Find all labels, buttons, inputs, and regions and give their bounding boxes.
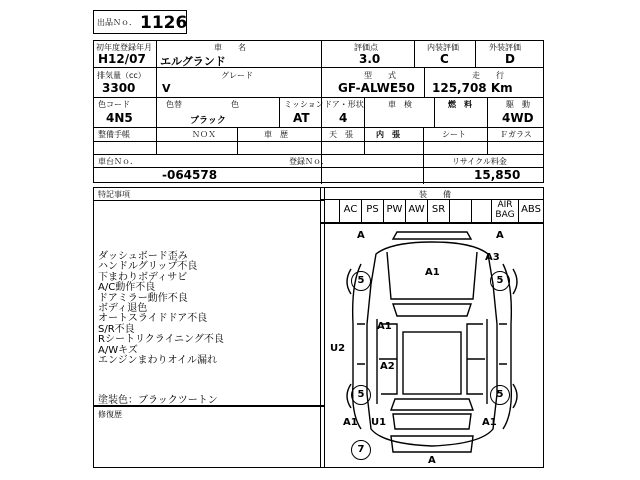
equipment-section [320,187,544,223]
drive-label: 駆 動 [506,100,530,109]
chassis-label: 車台Ｎｏ． [98,157,138,166]
equipment-aw: AW [408,204,425,215]
notes-section [93,187,325,406]
tire-front-left: 5 [351,271,371,291]
mark-rear-right: A1 [482,417,497,428]
note-item: オートスライドドア不良 [98,313,208,325]
note-item: エンジンまわりオイル漏れ [98,355,217,367]
color-family-label: 色替 [166,100,182,109]
tire-rear-left: 5 [351,385,371,405]
notes-list [98,252,224,366]
car-outline [321,224,543,467]
fuel-label: 燃 料 [448,100,472,109]
grade: V [162,82,171,95]
registration-label: 登録Ｎｏ． [289,157,329,166]
lot-number-label: 出品Ｎｏ． [97,18,137,27]
mark-front-left: A [357,230,365,241]
mark-left-front-door: A1 [377,321,392,332]
lot-number-box [93,10,187,34]
mark-front-right: A [496,230,504,241]
equipment-abs: ABS [521,204,541,215]
note-item: ハンドルグリップ不良 [98,261,198,273]
sunroof-label: 天 張 [329,130,353,139]
note-item: ボディ退色 [98,303,148,315]
doors: 4 [339,111,348,125]
fglass-label: Ｆガラス [500,130,532,139]
mark-hood: A1 [425,267,440,278]
tire-front-right: 5 [490,271,510,291]
equipment-header: 装 備 [419,190,451,199]
equipment-ac: AC [343,204,358,215]
mark-rear: A [428,455,436,466]
mission: AT [293,111,310,125]
mark-rear-left: A1 [343,417,358,428]
color-code: 4N5 [106,111,133,125]
interior-grade: C [440,52,449,66]
note-item: A/C動作不良 [98,282,156,294]
score: 3.0 [359,52,381,66]
score-label: 評価点 [354,43,378,52]
equipment-ps: PS [366,204,379,215]
name-label: 車 名 [214,43,246,52]
history-label: 車 歴 [264,130,288,139]
inspection-label: 車 検 [388,100,412,109]
car-name: エルグランド [160,55,226,68]
paint-note: 塗装色：ブラックツートン [98,395,218,406]
recycle-fee: 15,850 [474,168,521,182]
car-diagram [320,223,544,468]
color-family: ブラック [190,116,226,126]
model-code: GF-ALWE50 [338,81,415,95]
note-item: S/R不良 [98,323,135,335]
grade-label: グレード [221,71,253,80]
repair-section [93,406,325,468]
mark-left-rear-door: A2 [380,361,395,372]
maintenance-label: 整備手帳 [98,130,130,139]
seat-label: シート [442,130,466,139]
mission-label: ミッション [284,100,324,109]
color-code-label: 色コード [98,100,130,109]
note-item: ダッシュボード歪み [98,251,188,262]
mark-rear-bumper-left: U1 [371,417,387,428]
chassis-number: -064578 [162,168,218,182]
equipment-airbag: AIR BAG [495,200,515,220]
notes-header: 特記事項 [98,190,130,199]
color-label: 色 [231,100,239,109]
reg-year-label: 初年度登録年月 [96,43,152,52]
equipment-row [321,199,543,222]
mark-front-right-fender: A3 [485,252,500,263]
exterior-grade: D [505,52,515,66]
recycle-label: リサイクル料金 [452,157,507,166]
note-item: ドアミラー動作不良 [98,292,188,304]
equipment-pw: PW [386,204,403,215]
mark-left-side: U2 [330,343,346,354]
mileage-label: 走 行 [472,71,504,80]
spec-table [93,40,544,183]
interior-label: 内装評価 [427,43,459,52]
interior-trim-label: 内 張 [376,130,400,139]
equipment-sr: SR [431,204,446,215]
doors-label: ドア・形状 [324,100,364,109]
note-item: 下まわりボディサビ [98,271,188,283]
tire-rear-right: 5 [490,385,510,405]
repair-header: 修復歴 [98,410,122,419]
model-label: 型 式 [364,71,396,80]
note-item: Rシートリクライニング不良 [98,334,224,346]
lot-number: 1126 [140,13,188,33]
nox-label: ＮＯＸ [192,130,216,139]
reg-year: H12/07 [98,52,146,66]
exterior-label: 外装評価 [489,43,521,52]
displacement-label: 排気量（cc） [97,71,146,80]
displacement: 3300 [102,81,136,95]
spare-tire: 7 [351,440,371,460]
note-item: A/Wキズ [98,344,138,356]
mileage: 125,708 Km [432,81,513,95]
drive: 4WD [502,111,534,125]
